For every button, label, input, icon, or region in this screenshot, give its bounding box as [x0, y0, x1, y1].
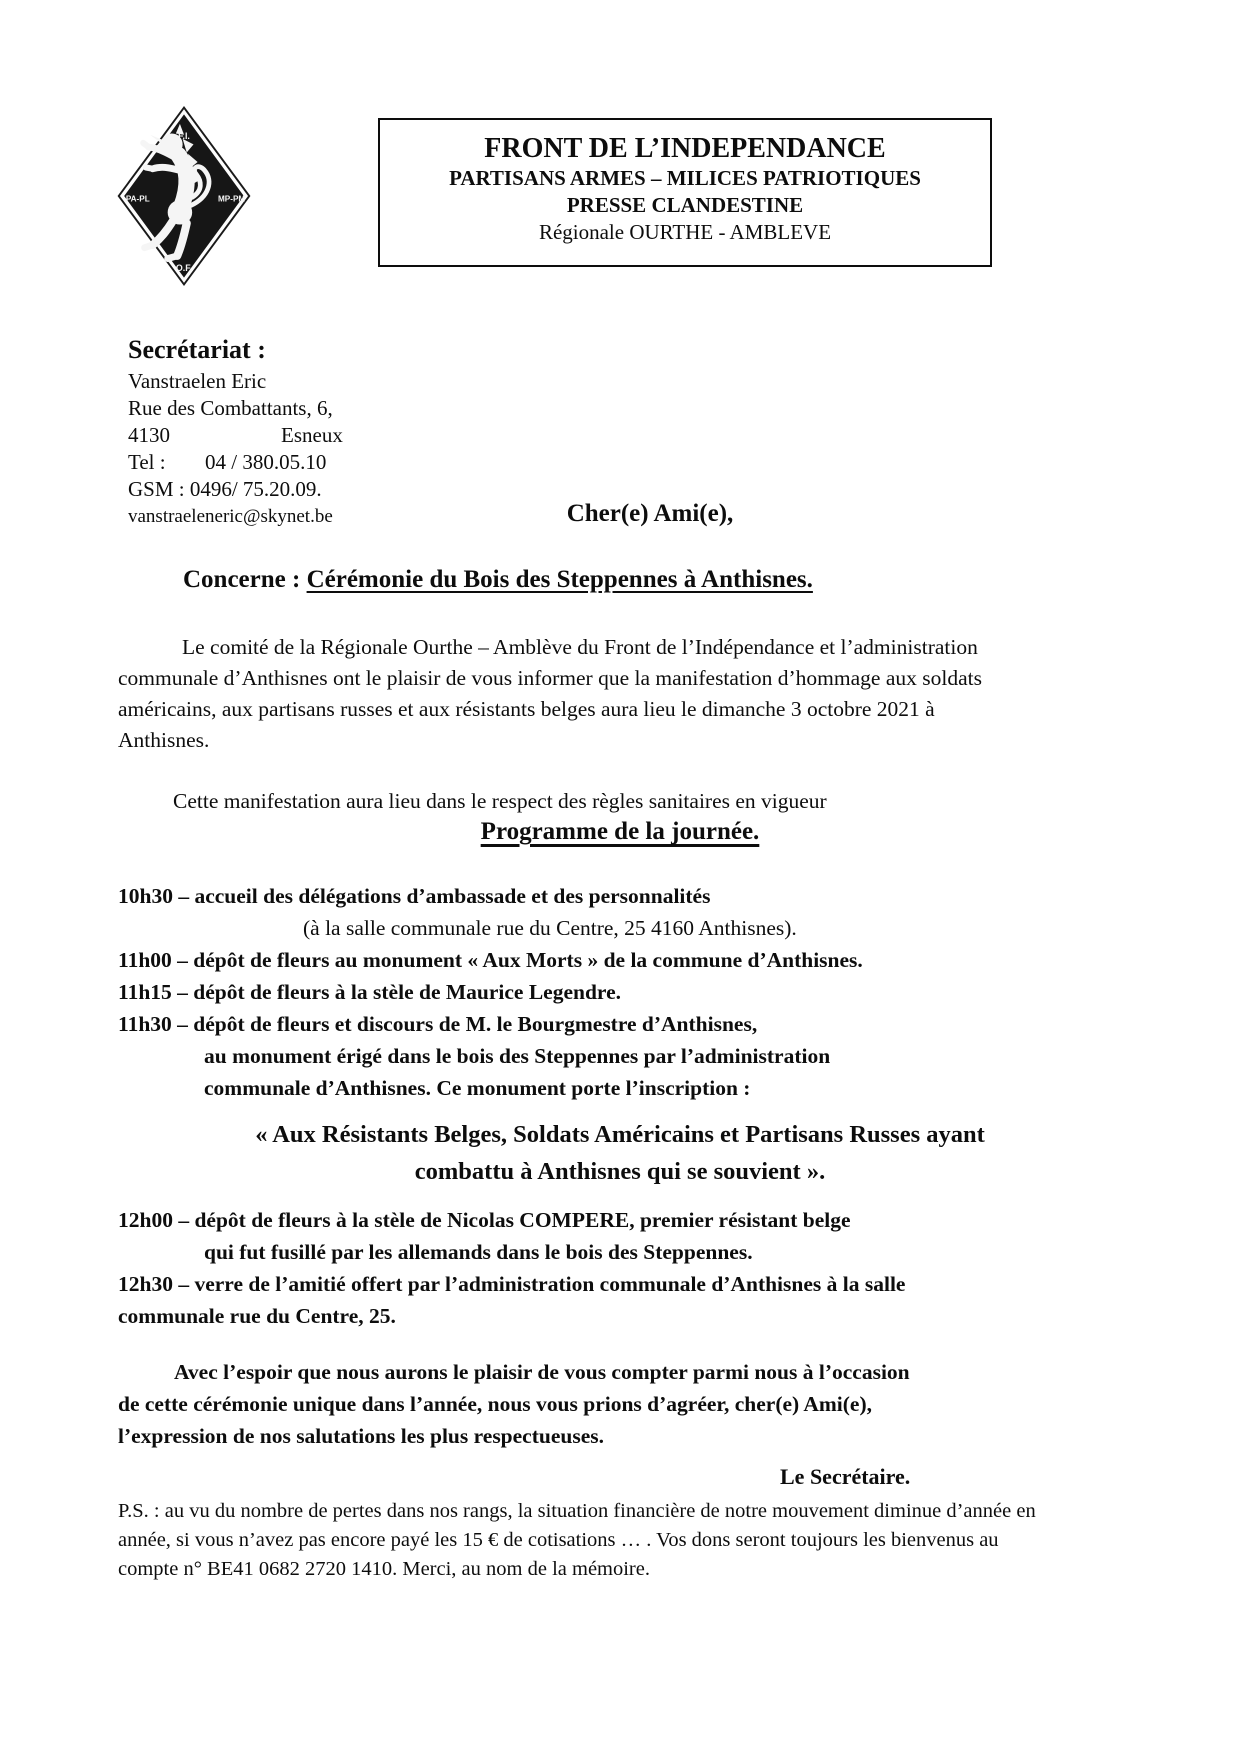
secretariat-gsm: GSM : 0496/ 75.20.09.	[128, 477, 322, 501]
monument-inscription	[0, 1116, 1240, 1190]
programme-item-10h30: 10h30 – accueil des délégations d’ambassade et des personnalités	[118, 884, 711, 908]
secretariat-city: Esneux	[281, 423, 343, 447]
secretariat-postal-city	[128, 422, 343, 449]
programme-item-11h00: 11h00 – dépôt de fleurs au monument « Aux Morts » de la commune d’Anthisnes.	[118, 948, 863, 972]
secretariat-name: Vanstraelen Eric	[128, 369, 267, 393]
fi-lion-emblem	[116, 66, 252, 326]
secretariat-tel-value: 04 / 380.05.10	[205, 450, 327, 474]
secretariat-street: Rue des Combattants, 6,	[128, 396, 333, 420]
intro-line: américains, aux partisans russes et aux résistants belges aura lieu le dimanche 3 octobre 2021 à	[118, 697, 935, 721]
subject-label: Concerne :	[183, 566, 307, 593]
secretariat-email: vanstraeleneric@skynet.be	[128, 506, 333, 527]
secretariat-title: Secrétariat :	[128, 335, 266, 364]
programme-item-12h30: 12h30 – verre de l’amitié offert par l’administration communale d’Anthisnes à la salle	[118, 1272, 906, 1296]
post-scriptum	[118, 1497, 1136, 1584]
closing-line: l’expression de nos salutations les plus respectueuses.	[118, 1424, 604, 1448]
intro-paragraph	[118, 632, 1132, 756]
ps-line: P.S. : au vu du nombre de pertes dans nos rangs, la situation financière de notre mouvement diminue d’année en	[118, 1500, 1036, 1522]
closing-line: Avec l’espoir que nous aurons le plaisir de vous compter parmi nous à l’occasion	[174, 1360, 910, 1384]
programme-item-12h00: 12h00 – dépôt de fleurs à la stèle de Nicolas COMPERE, premier résistant belge	[118, 1208, 851, 1232]
emblem-label-of: O.F.	[175, 262, 193, 273]
programme-morning	[118, 880, 1132, 1104]
subject-line	[183, 566, 813, 594]
programme-item-venue: (à la salle communale rue du Centre, 25 4160 Anthisnes).	[303, 916, 797, 940]
inscription-line: combattu à Anthisnes qui se souvient ».	[414, 1158, 826, 1185]
org-subtitle-1: PARTISANS ARMES – MILICES PATRIOTIQUES	[449, 166, 921, 190]
secretariat-tel	[128, 449, 343, 476]
secretariat-tel-label: Tel :	[128, 450, 166, 474]
programme-item-12h00-cont: qui fut fusillé par les allemands dans le bois des Steppennes.	[204, 1240, 753, 1264]
programme-noon	[118, 1204, 1132, 1332]
secretariat-postal: 4130	[128, 423, 170, 447]
intro-line: Anthisnes.	[118, 728, 210, 752]
programme-item-12h30-cont: communale rue du Centre, 25.	[118, 1304, 396, 1328]
emblem-label-papl: PA-PL	[125, 194, 150, 204]
organization-header-box	[378, 118, 992, 267]
emblem-label-mppm: MP-PM	[218, 194, 246, 204]
intro-line: Le comité de la Régionale Ourthe – Amblève du Front de l’Indépendance et l’administration	[182, 635, 978, 659]
closing-paragraph	[118, 1356, 1132, 1452]
subject-text: Cérémonie du Bois des Steppennes à Anthisnes.	[306, 566, 813, 593]
org-regionale: Régionale OURTHE - AMBLEVE	[538, 220, 832, 244]
programme-title: Programme de la journée.	[480, 818, 760, 845]
org-title: FRONT DE L’INDEPENDANCE	[484, 133, 886, 164]
programme-item-11h30-cont: au monument érigé dans le bois des Steppennes par l’administration	[204, 1044, 831, 1068]
programme-item-11h30: 11h30 – dépôt de fleurs et discours de M. le Bourgmestre d’Anthisnes,	[118, 1012, 758, 1036]
ps-line: année, si vous n’avez pas encore payé les 15 € de cotisations … . Vos dons seront toujours les bienvenus au	[118, 1529, 999, 1551]
closing-line: de cette cérémonie unique dans l’année, nous vous prions d’agréer, cher(e) Ami(e),	[118, 1392, 873, 1416]
org-subtitle-2: PRESSE CLANDESTINE	[566, 193, 804, 217]
programme-item-11h30-cont: communale d’Anthisnes. Ce monument porte l’inscription :	[204, 1076, 751, 1100]
inscription-line: « Aux Résistants Belges, Soldats Américains et Partisans Russes ayant	[255, 1121, 985, 1148]
fi-lion-emblem-graphic	[116, 66, 252, 326]
emblem-label-fi: F.I.	[178, 130, 190, 141]
intro-line: communale d’Anthisnes ont le plaisir de vous informer que la manifestation d’hommage aux soldats	[118, 666, 982, 690]
programme-item-11h15: 11h15 – dépôt de fleurs à la stèle de Maurice Legendre.	[118, 980, 622, 1004]
sanitary-notice: Cette manifestation aura lieu dans le respect des règles sanitaires en vigueur	[173, 789, 827, 813]
salutation: Cher(e) Ami(e),	[566, 500, 734, 527]
signature: Le Secrétaire.	[780, 1464, 911, 1489]
ps-line: compte n° BE41 0682 2720 1410. Merci, au nom de la mémoire.	[118, 1558, 650, 1580]
